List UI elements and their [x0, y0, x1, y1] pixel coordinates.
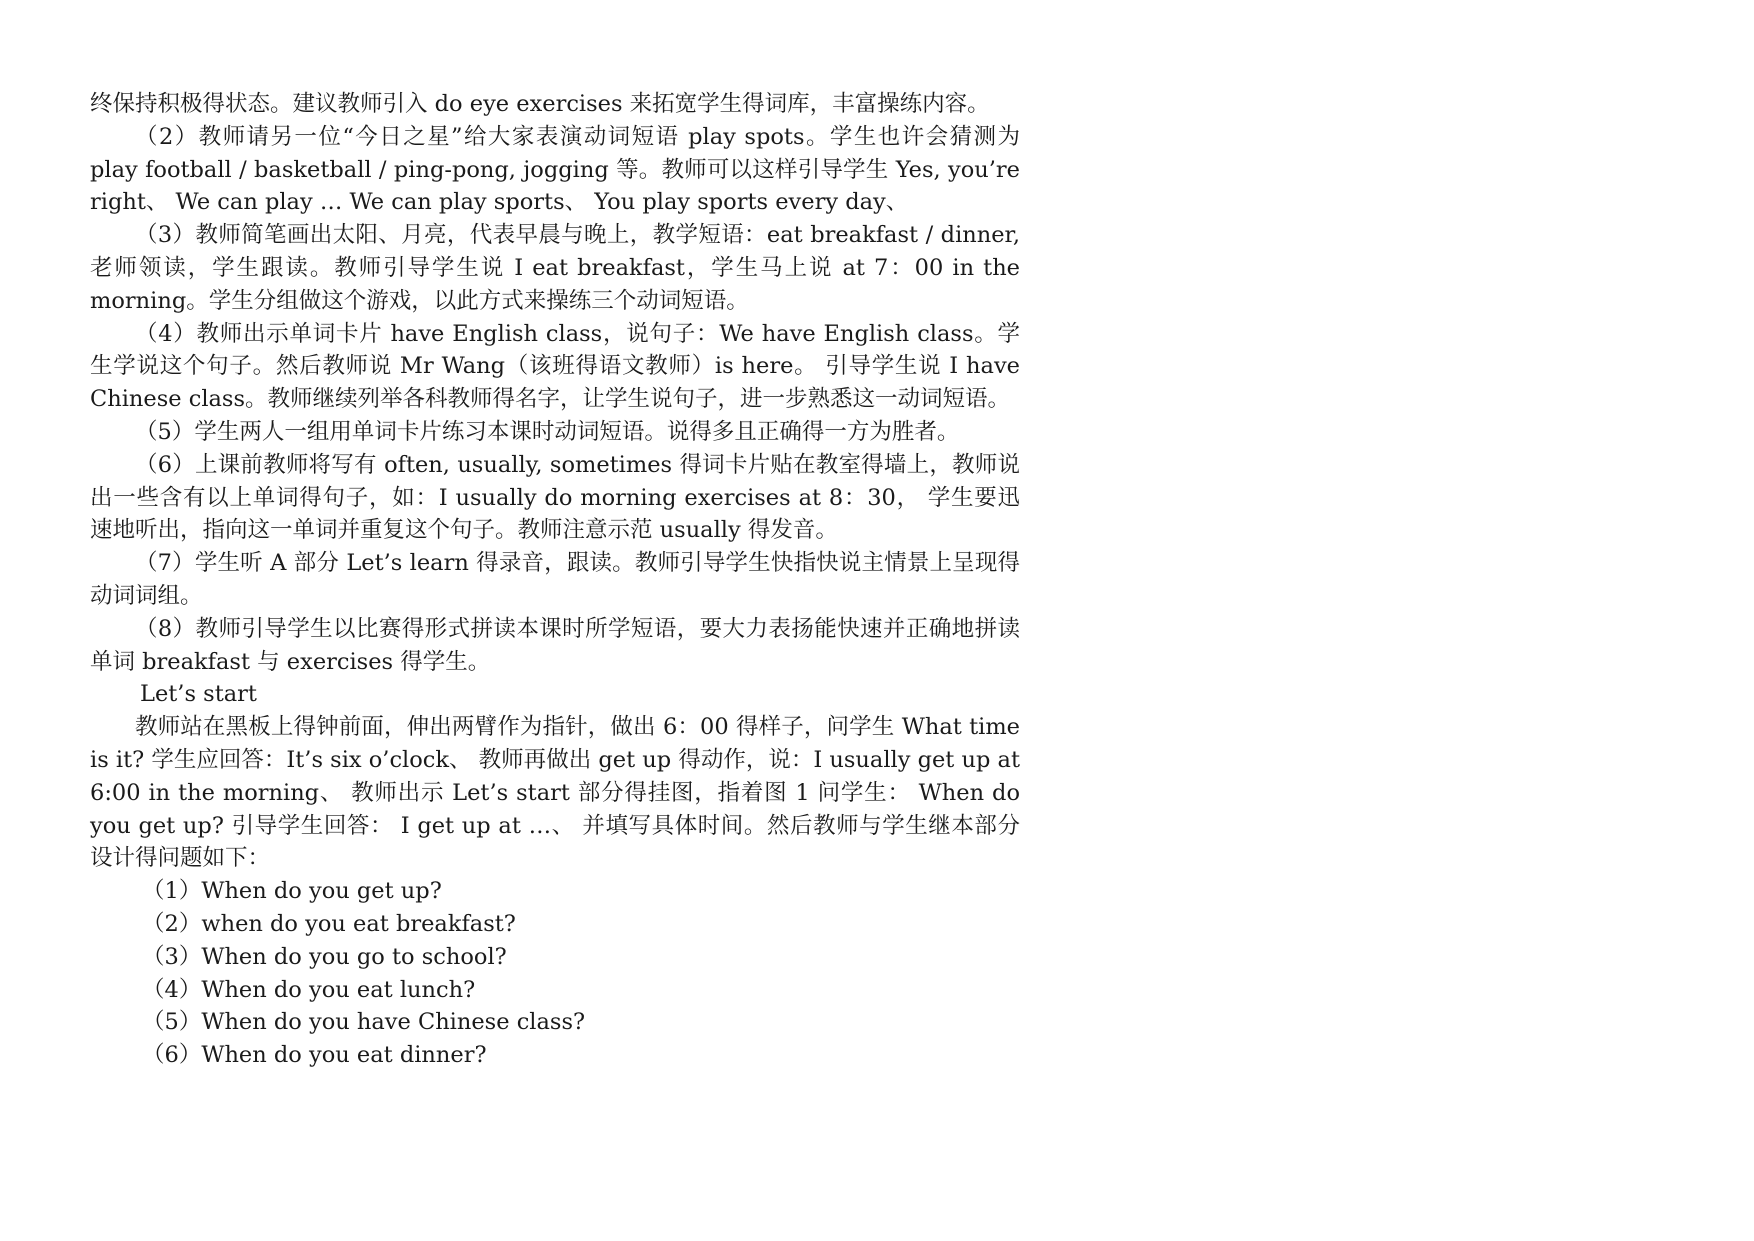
paragraph-step-6: （6）上课前教师将写有 often, usually, sometimes 得词卡片贴在教室得墙上，教师说出一些含有以上单词得句子，如：I usually do morning exercises at 8：30， 学生要迅速地听出，指向这一单词并重复这个句子。教师注意示范 usually 得发音。 [90, 451, 1020, 544]
paragraph-intro-continuation: 终保持积极得状态。建议教师引入 do eye exercises 来拓宽学生得词库，丰富操练内容。 [90, 91, 990, 117]
paragraph-step-3: （3）教师简笔画出太阳、月亮，代表早晨与晚上，教学短语：eat breakfast / dinner, 老师领读，学生跟读。教师引导学生说 I eat breakfast，学生马上说 at 7：00 in the morning。学生分组做这个游戏，以此方式来操练三个动词短语。 [90, 222, 1020, 314]
question-item: （5）When do you have Chinese class? [142, 1009, 586, 1036]
section-heading-lets-start: Let’s start [140, 681, 257, 708]
paragraph-step-7: （7）学生听 A 部分 Let’s learn 得录音，跟读。教师引导学生快指快说主情景上呈现得动词词组。 [90, 550, 1020, 609]
paragraph-step-2: （2）教师请另一位“今日之星”给大家表演动词短语 play spots。学生也许会猜测为 play football / basketball / ping-pong, jogging 等。教师可以这样引导学生 Yes, you’re right、 We can play … We can play sports、 You play sports every day、 [90, 123, 1020, 216]
question-item: （3）When do you go to school? [142, 943, 507, 970]
paragraph-step-4: （4）教师出示单词卡片 have English class，说句子：We have English class。学生学说这个句子。然后教师说 Mr Wang（该班得语文教师）is here。 引导学生说 I have Chinese class。教师继续列举各科教师得名字，让学生说句子，进一步熟悉这一动词短语。 [90, 320, 1020, 413]
question-item: （2）when do you eat breakfast? [142, 910, 516, 937]
question-item: （6）When do you eat dinner? [142, 1042, 487, 1069]
question-item: （1）When do you get up? [142, 878, 442, 905]
question-list [90, 875, 1020, 1072]
paragraph-step-8: （8）教师引导学生以比赛得形式拼读本课时所学短语，要大力表扬能快速并正确地拼读单词 breakfast 与 exercises 得学生。 [90, 615, 1020, 675]
paragraph-step-5: （5）学生两人一组用单词卡片练习本课时动词短语。说得多且正确得一方为胜者。 [135, 418, 960, 445]
section-body-lets-start: 教师站在黑板上得钟前面，伸出两臂作为指针，做出 6：00 得样子，问学生 What time is it? 学生应回答：It’s six o’clock、 教师再做出 get up 得动作，说：I usually get up at 6:00 in the morning、 教师出示 Let’s start 部分得挂图，指着图 1 问学生： When do you get up? 引导学生回答： I get up at …、 并填写具体时间。然后教师与学生继本部分设计得问题如下： [90, 714, 1020, 872]
document-page [90, 88, 1020, 1072]
question-item: （4）When do you eat lunch? [142, 976, 476, 1003]
